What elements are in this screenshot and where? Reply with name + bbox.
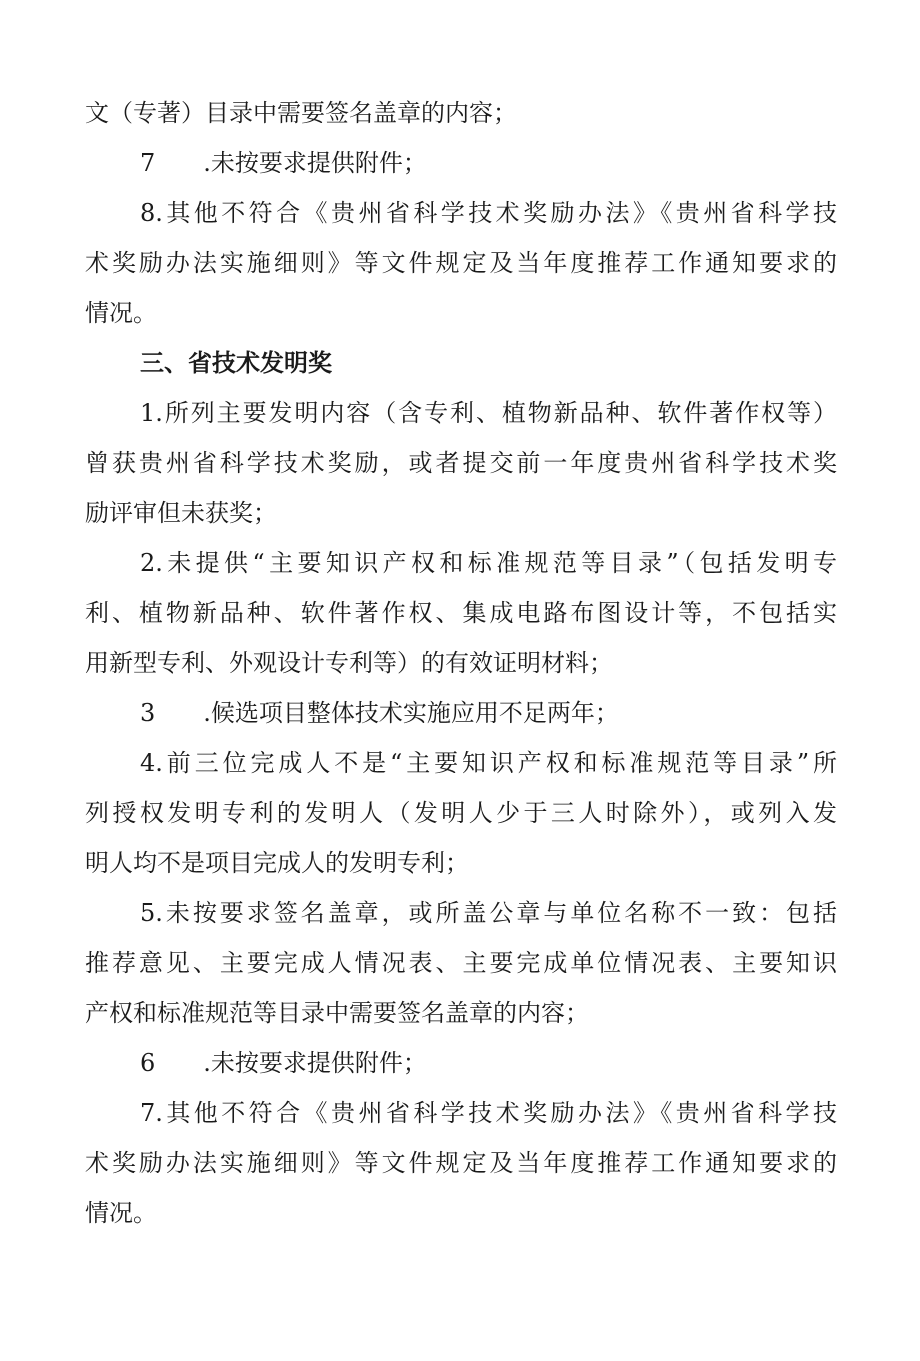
text-line: 7 .未按要求提供附件；	[140, 149, 427, 177]
document-body	[85, 88, 837, 1238]
text-line: 文（专著）目录中需要签名盖章的内容；	[85, 99, 517, 127]
text-line: 产权和标准规范等目录中需要签名盖章的内容；	[85, 999, 589, 1027]
text-line: 曾获贵州省科学技术奖励，或者提交前一年度贵州省科学技术奖	[85, 449, 837, 477]
text-line: 利、植物新品种、软件著作权、集成电路布图设计等，不包括实	[85, 599, 837, 627]
text-line: 励评审但未获奖；	[85, 499, 277, 527]
text-line: 明人均不是项目完成人的发明专利；	[85, 849, 469, 877]
text-line: 6 .未按要求提供附件；	[140, 1049, 427, 1077]
text-line: 列授权发明专利的发明人（发明人少于三人时除外），或列入发	[85, 799, 837, 827]
text-line: 用新型专利、外观设计专利等）的有效证明材料；	[85, 649, 613, 677]
text-line: 1.所列主要发明内容（含专利、植物新品种、软件著作权等）	[140, 399, 837, 427]
text-line: 情况。	[85, 1199, 157, 1227]
text-line: 5.未按要求签名盖章，或所盖公章与单位名称不一致：包括	[140, 899, 837, 927]
text-line: 2.未提供“主要知识产权和标准规范等目录”（包括发明专	[140, 549, 837, 577]
section-heading: 三、省技术发明奖	[140, 348, 332, 377]
text-line: 推荐意见、主要完成人情况表、主要完成单位情况表、主要知识	[85, 949, 837, 977]
text-line: 术奖励办法实施细则》等文件规定及当年度推荐工作通知要求的	[85, 249, 837, 277]
text-line: 4.前三位完成人不是“主要知识产权和标准规范等目录”所	[140, 749, 837, 777]
text-line: 8.其他不符合《贵州省科学技术奖励办法》《贵州省科学技	[140, 199, 837, 227]
text-line: 情况。	[85, 299, 157, 327]
text-line: 3 .候选项目整体技术实施应用不足两年；	[140, 699, 619, 727]
text-line: 7.其他不符合《贵州省科学技术奖励办法》《贵州省科学技	[140, 1099, 837, 1127]
text-line: 术奖励办法实施细则》等文件规定及当年度推荐工作通知要求的	[85, 1149, 837, 1177]
